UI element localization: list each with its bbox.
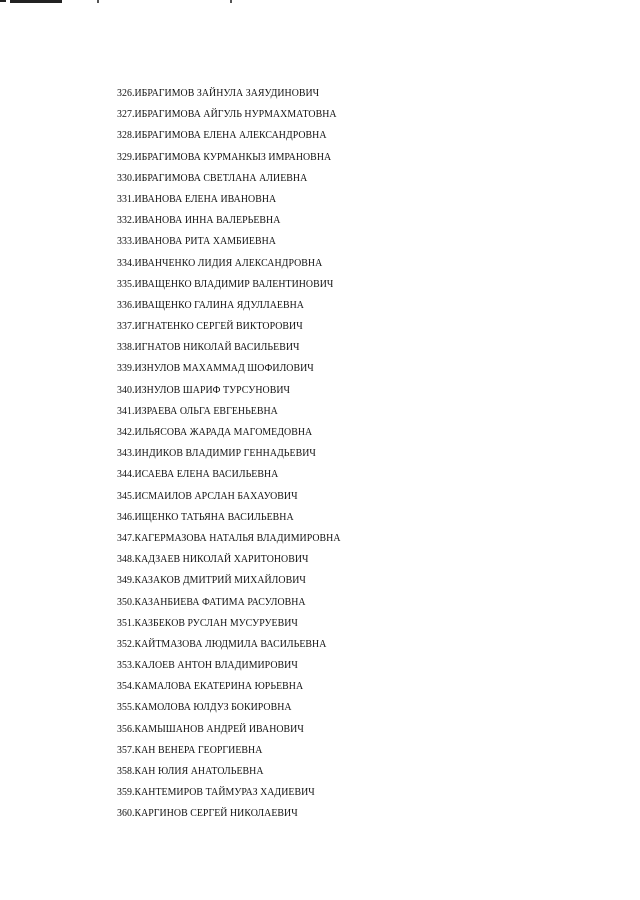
- entry-number: 350.: [117, 596, 135, 608]
- entry-name: ИЛЬЯСОВА ЖАРАДА МАГОМЕДОВНА: [134, 427, 313, 438]
- list-item: [117, 697, 340, 718]
- entry-name: ИБРАГИМОВА КУРМАНКЫЗ ИМРАНОВНА: [134, 151, 332, 163]
- entry-name: КАЗАКОВ ДМИТРИЙ МИХАЙЛОВИЧ: [134, 575, 306, 587]
- entry-name: КАЙТМАЗОВА ЛЮДМИЛА ВАСИЛЬЕВНА: [134, 638, 327, 650]
- entry-number: 348.: [117, 554, 135, 566]
- entry-number: 339.: [117, 363, 135, 375]
- entry-number: 352.: [117, 638, 135, 650]
- entry-name: ИВАНОВА РИТА ХАМБИЕВНА: [134, 236, 276, 248]
- list-item: [117, 761, 340, 782]
- entry-name: КАН ВЕНЕРА ГЕОРГИЕВНА: [134, 744, 263, 756]
- list-item: [117, 443, 340, 464]
- entry-name: КАМОЛОВА ЮЛДУЗ БОКИРОВНА: [134, 702, 292, 714]
- list-item: [117, 189, 340, 210]
- entry-number: 341.: [117, 405, 135, 417]
- list-item: [117, 401, 340, 422]
- entry-name: ИВАЩЕНКО ВЛАДИМИР ВАЛЕНТИНОВИЧ: [134, 278, 334, 290]
- entry-name: ИБРАГИМОВА АЙГУЛЬ НУРМАХМАТОВНА: [134, 109, 337, 121]
- entry-number: 358.: [117, 766, 135, 777]
- entry-name: ИЗНУЛОВ МАХАММАД ШОФИЛОВИЧ: [134, 363, 314, 375]
- entry-number: 326.: [117, 88, 135, 99]
- entry-number: 329.: [117, 151, 135, 163]
- name-list: [117, 83, 355, 825]
- list-item: [117, 380, 340, 401]
- list-item: [117, 210, 340, 231]
- list-item: [117, 274, 340, 295]
- list-item: [117, 147, 340, 168]
- scan-artifact: [0, 0, 6, 2]
- entry-name: КАДЗАЕВ НИКОЛАЙ ХАРИТОНОВИЧ: [134, 554, 309, 566]
- entry-name: КАЛОЕВ АНТОН ВЛАДИМИРОВИЧ: [134, 660, 298, 672]
- entry-name: ИБРАГИМОВА СВЕТЛАНА АЛИЕВНА: [134, 172, 308, 184]
- entry-name: КАРГИНОВ СЕРГЕЙ НИКОЛАЕВИЧ: [134, 808, 298, 820]
- entry-name: ИЗНУЛОВ ШАРИФ ТУРСУНОВИЧ: [134, 384, 290, 396]
- list-item: [117, 337, 340, 358]
- entry-name: КАЗАНБИЕВА ФАТИМА РАСУЛОВНА: [134, 596, 306, 608]
- list-item: [117, 83, 340, 104]
- entry-number: 340.: [117, 384, 135, 396]
- entry-name: ИЩЕНКО ТАТЬЯНА ВАСИЛЬЕВНА: [134, 511, 294, 523]
- list-item: [117, 422, 340, 443]
- list-item: [117, 803, 340, 824]
- list-item: [117, 782, 340, 803]
- list-item: [117, 253, 340, 274]
- list-item: [117, 104, 340, 125]
- entry-number: 345.: [117, 490, 135, 502]
- scan-artifact: [10, 0, 62, 3]
- entry-number: 357.: [117, 744, 135, 756]
- entry-name: ИВАНОВА ЕЛЕНА ИВАНОВНА: [134, 193, 277, 205]
- entry-number: 333.: [117, 236, 135, 248]
- entry-number: 338.: [117, 342, 135, 354]
- list-item: [117, 125, 340, 146]
- entry-number: 346.: [117, 511, 135, 523]
- entry-number: 344.: [117, 469, 135, 481]
- list-item: [117, 464, 340, 485]
- list-item: [117, 613, 340, 634]
- entry-number: 332.: [117, 215, 135, 227]
- entry-name: КАМЫШАНОВ АНДРЕЙ ИВАНОВИЧ: [134, 723, 304, 735]
- entry-name: ИВАНЧЕНКО ЛИДИЯ АЛЕКСАНДРОВНА: [134, 257, 323, 269]
- entry-number: 355.: [117, 702, 135, 714]
- entry-name: КАН ЮЛИЯ АНАТОЛЬЕВНА: [134, 766, 264, 777]
- list-item: [117, 528, 340, 549]
- entry-name: ИВАЩЕНКО ГАЛИНА ЯДУЛЛАЕВНА: [134, 299, 304, 311]
- entry-name: ИГНАТЕНКО СЕРГЕЙ ВИКТОРОВИЧ: [134, 321, 303, 333]
- entry-name: ИБРАГИМОВА ЕЛЕНА АЛЕКСАНДРОВНА: [134, 130, 327, 142]
- list-item: [117, 676, 340, 697]
- list-item: [117, 719, 340, 740]
- list-item: [117, 549, 340, 570]
- entry-number: 356.: [117, 723, 135, 735]
- entry-number: 328.: [117, 130, 135, 142]
- list-item: [117, 570, 340, 591]
- entry-number: 331.: [117, 193, 135, 205]
- entry-name: КАМАЛОВА ЕКАТЕРИНА ЮРЬЕВНА: [134, 681, 304, 693]
- entry-number: 336.: [117, 299, 135, 311]
- entry-name: ИСАЕВА ЕЛЕНА ВАСИЛЬЕВНА: [134, 469, 279, 481]
- entry-number: 351.: [117, 617, 135, 629]
- entry-name: ИБРАГИМОВ ЗАЙНУЛА ЗАЯУДИНОВИЧ: [134, 88, 320, 99]
- entry-number: 354.: [117, 681, 135, 693]
- entry-number: 353.: [117, 660, 135, 672]
- entry-number: 334.: [117, 257, 135, 269]
- list-item: [117, 634, 340, 655]
- entry-name: ИНДИКОВ ВЛАДИМИР ГЕННАДЬЕВИЧ: [134, 448, 316, 460]
- list-item: [117, 507, 340, 528]
- entry-name: ИВАНОВА ИННА ВАЛЕРЬЕВНА: [134, 215, 281, 227]
- entry-number: 330.: [117, 172, 135, 184]
- list-item: [117, 358, 340, 379]
- list-item: [117, 168, 340, 189]
- list-item: [117, 655, 340, 676]
- entry-name: ИЗРАЕВА ОЛЬГА ЕВГЕНЬЕВНА: [134, 405, 278, 417]
- list-item: [117, 592, 340, 613]
- entry-name: ИГНАТОВ НИКОЛАЙ ВАСИЛЬЕВИЧ: [134, 342, 300, 354]
- entry-number: 360.: [117, 808, 135, 820]
- entry-name: КАЗБЕКОВ РУСЛАН МУСУРУЕВИЧ: [134, 617, 298, 629]
- list-item: [117, 295, 340, 316]
- list-item: [117, 740, 340, 761]
- entry-number: 327.: [117, 109, 135, 121]
- entry-number: 359.: [117, 787, 135, 799]
- entry-name: ИСМАИЛОВ АРСЛАН БАХАУОВИЧ: [134, 490, 298, 502]
- entry-number: 335.: [117, 278, 135, 290]
- scan-artifact: [230, 0, 232, 3]
- list-item: [117, 316, 340, 337]
- entry-number: 347.: [117, 532, 135, 544]
- entry-number: 342.: [117, 427, 135, 438]
- entry-number: 337.: [117, 321, 135, 333]
- entry-number: 343.: [117, 448, 135, 460]
- entry-name: КАНТЕМИРОВ ТАЙМУРАЗ ХАДИЕВИЧ: [134, 787, 315, 799]
- scan-artifact: [97, 0, 99, 3]
- list-item: [117, 486, 340, 507]
- list-item: [117, 231, 340, 252]
- entry-number: 349.: [117, 575, 135, 587]
- entry-name: КАГЕРМАЗОВА НАТАЛЬЯ ВЛАДИМИРОВНА: [134, 532, 341, 544]
